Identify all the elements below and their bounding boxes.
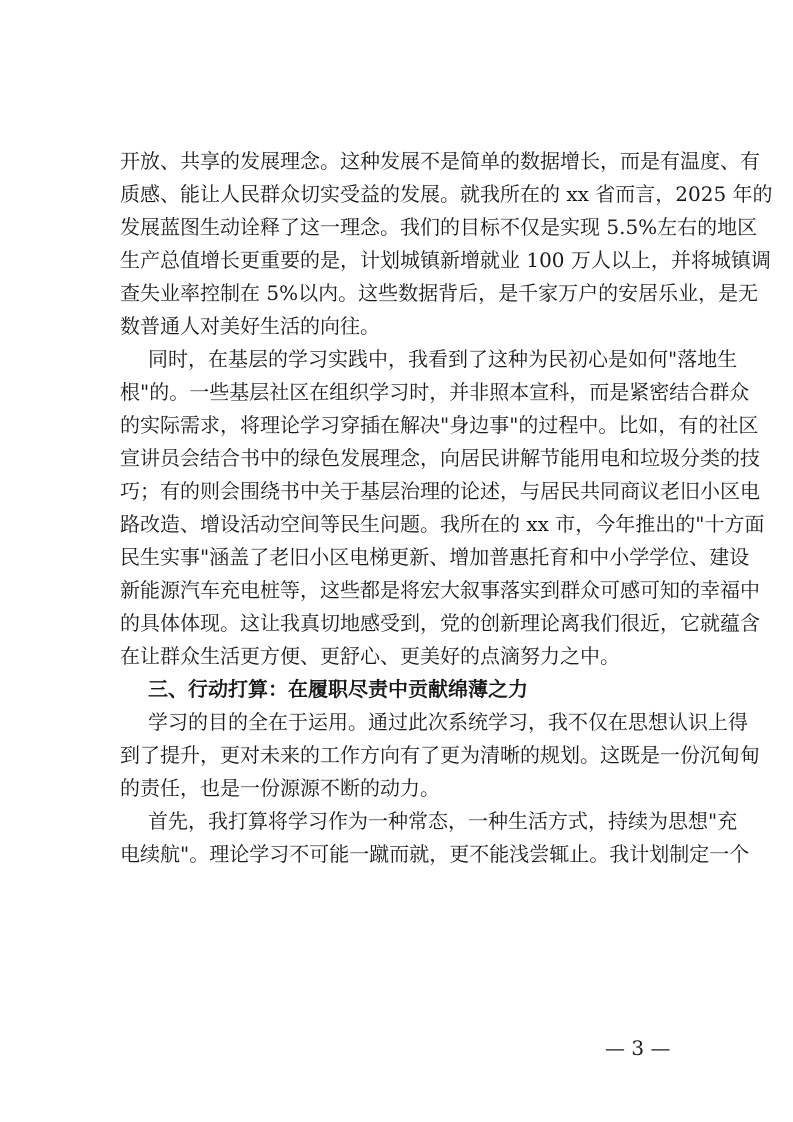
text-line: 学习的目的全在于运用。通过此次系统学习，我不仅在思想认识上得 (148, 710, 748, 734)
text-line: 新能源汽车充电桩等，这些都是将宏大叙事落实到群众可感可知的幸福中 (120, 578, 760, 602)
text-line: 数普通人对美好生活的向往。 (120, 314, 380, 338)
text-line: 路改造、增设活动空间等民生问题。我所在的 xx 市，今年推出的"十方面 (120, 512, 765, 536)
text-line: 发展蓝图生动诠释了这一理念。我们的目标不仅是实现 5.5%左右的地区 (120, 215, 758, 239)
document-body (120, 145, 773, 871)
text-line: 质感、能让人民群众切实受益的发展。就我所在的 xx 省而言，2025 年的 (120, 182, 773, 206)
text-line: 在让群众生活更方便、更舒心、更美好的点滴努力之中。 (120, 644, 620, 668)
text-line: 根"的。一些基层社区在组织学习时，并非照本宣科，而是紧密结合群众 (120, 380, 750, 404)
text-line: 的实际需求，将理论学习穿插在解决"身边事"的过程中。比如，有的社区 (120, 413, 759, 437)
text-line: 查失业率控制在 5%以内。这些数据背后，是千家万户的安居乐业，是无 (120, 281, 759, 305)
text-line: 电续航"。理论学习不可能一蹴而就，更不能浅尝辄止。我计划制定一个 (120, 842, 750, 866)
paragraph (120, 145, 773, 343)
paragraph (120, 706, 760, 805)
text-line: 到了提升，更对未来的工作方向有了更为清晰的规划。这既是一份沉甸甸 (120, 743, 760, 767)
section-heading: 三、行动打算：在履职尽责中贡献绵薄之力 (148, 677, 528, 701)
text-line: 宣讲员会结合书中的绿色发展理念，向居民讲解节能用电和垃圾分类的技 (120, 446, 760, 470)
paragraph (120, 805, 750, 871)
text-line: 同时，在基层的学习实践中，我看到了这种为民初心是如何"落地生 (148, 347, 738, 371)
text-line: 生产总值增长更重要的是，计划城镇新增就业 100 万人以上，并将城镇调 (120, 248, 771, 272)
text-line: 首先，我打算将学习作为一种常态，一种生活方式，持续为思想"充 (148, 809, 738, 833)
text-line: 的具体体现。这让我真切地感受到，党的创新理论离我们很近，它就蕴含 (120, 611, 760, 635)
text-line: 开放、共享的发展理念。这种发展不是简单的数据增长，而是有温度、有 (120, 149, 760, 173)
text-line: 的责任，也是一份源源不断的动力。 (120, 776, 440, 800)
text-line: 巧；有的则会围绕书中关于基层治理的论述，与居民共同商议老旧小区电 (120, 479, 760, 503)
page-number: — 3 — (605, 1036, 671, 1060)
text-line: 民生实事"涵盖了老旧小区电梯更新、增加普惠托育和中小学学位、建设 (120, 545, 750, 569)
paragraph (120, 343, 765, 673)
